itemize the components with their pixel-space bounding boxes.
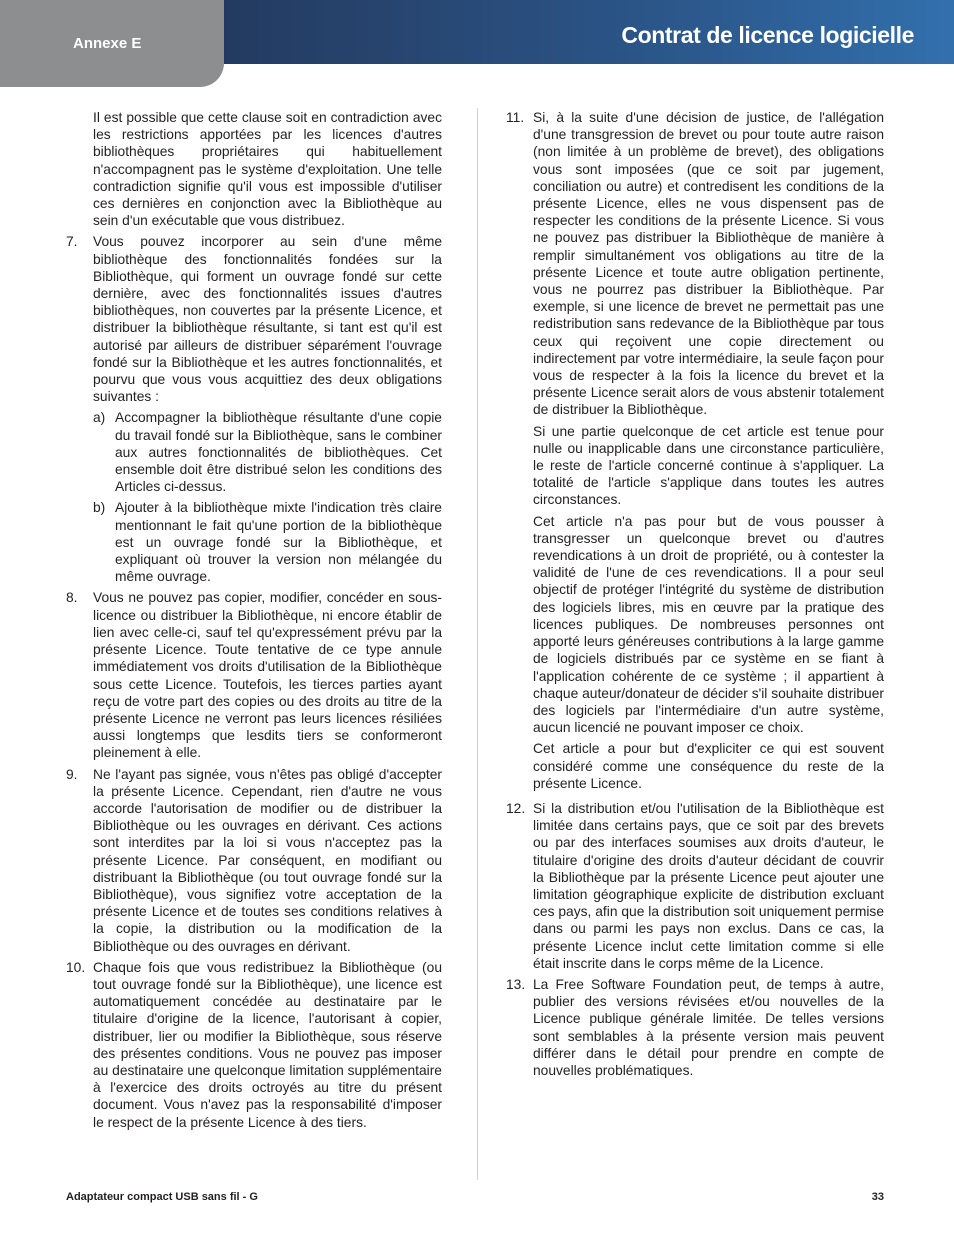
list-item-9 (66, 766, 442, 955)
item-text: Chaque fois que vous redistribuez la Bibliothèque (ou tout ouvrage fondé sur la Bibliothèque), une licence est automatiquement concédée au destinataire par le titulaire d'origine de la licence, l'autorisant à copier, distribuer, lier ou modifier la Bibliothèque, sous réserve des présentes conditions. Vous ne pouvez pas imposer au destinataire une quelconque limitation supplémentaire à l'exercice des droits octroyés au titre du présent document. Vous n'avez pas la responsabilité d'imposer le respect de la présente Licence à des tiers. (93, 959, 442, 1130)
list-item-10 (66, 959, 442, 1131)
item-body (533, 109, 884, 796)
sub-item-letter: b) (93, 500, 106, 516)
item-number: 9. (66, 766, 78, 782)
sub-item-text: Ajouter à la bibliothèque mixte l'indication très claire mentionnant le fait qu'une portion de la bibliothèque est un ouvrage fondé sur la Bibliothèque, et expliquant où trouver la version non mélangée du même ouvrage. (115, 500, 442, 585)
item-continuation: Si une partie quelconque de cet article est tenue pour nulle ou inapplicable dans une circonstance particulière, le reste de l'article concerné continue à s'appliquer. La totalité de l'article s'applique dans toutes les autres circonstances. (533, 423, 884, 508)
list-item-8 (66, 589, 442, 761)
footer-product-name: Adaptateur compact USB sans fil - G (66, 1191, 258, 1203)
item-number: 10. (66, 959, 86, 975)
list-item-13 (506, 976, 884, 1079)
appendix-label: Annexe E (73, 35, 142, 52)
list-item-11 (506, 109, 884, 796)
item-number: 8. (66, 590, 78, 606)
item-text: Si la distribution et/ou l'utilisation de la Bibliothèque est limitée dans certains pays, que ce soit par des brevets ou par des interfaces soumises aux droits d'auteur, le titulaire d'origine des droits d'auteur décidant de couvrir la Bibliothèque par la présente Licence peut ajouter une limitation géographique explicite de distribution excluant ces pays, afin que la distribution soit uniquement permise dans ou parmi les pays non exclus. Dans ce cas, la présente Licence inclut cette limitation comme si elle était inscrite dans le corps même de la Licence. (533, 800, 884, 971)
page-title: Contrat de licence logicielle (621, 22, 914, 48)
item-text: Vous pouvez incorporer au sein d'une même bibliothèque des fonctionnalités fondées sur la Bibliothèque, qui forment un ouvrage fondé sur cette dernière, avec des fonctionnalités issues d'autres bibliothèques, non couvertes par la présente Licence, et distribuer la bibliothèque résultante, si tant est qu'il est autorisé par ailleurs de distribuer séparément l'ouvrage fondé sur la Bibliothèque et les autres fonctionnalités, et pourvu que vous vous acquittiez des deux obligations suivantes : (93, 234, 442, 405)
left-column (66, 109, 442, 1135)
sub-item-letter: a) (93, 410, 106, 426)
list-item-12 (506, 800, 884, 972)
item-number: 13. (506, 976, 526, 992)
list-item-7 (66, 233, 442, 405)
item-text: Ne l'ayant pas signée, vous n'êtes pas obligé d'accepter la présente Licence. Cependant, rien d'autre ne vous accorde l'autorisation de modifier ou de distribuer la Bibliothèque ou les ouvrages en dérivant. Ces actions sont interdites par la loi si vous n'acceptez pas la présente Licence. Par conséquent, en modifiant ou distribuant la Bibliothèque (ou tout ouvrage fondé sur la Bibliothèque), vous signifiez votre acceptation de la présente Licence et de toutes ses conditions relatives à la copie, la distribution ou la modification de la Bibliothèque ou des ouvrages en dérivant. (93, 766, 442, 954)
right-column (506, 109, 884, 1083)
item-text: La Free Software Foundation peut, de temps à autre, publier des versions révisées et/ou nouvelles de la Licence publique générale limitée. De telles versions sont semblables à la présente version mais peuvent différer dans le détail pour prendre en compte de nouvelles problématiques. (533, 976, 884, 1078)
item-continuation: Cet article a pour but d'expliciter ce qui est souvent considéré comme une conséquence du reste de la présente Licence. (533, 741, 884, 791)
item-number: 12. (506, 800, 526, 816)
item-text: Vous ne pouvez pas copier, modifier, concéder en sous-licence ou distribuer la Bibliothèque, ni encore établir de lien avec celle-ci, sauf tel qu'expressément prévu par la présente Licence. Toute tentative de ce type annule immédiatement vos droits d'utilisation de la Bibliothèque sous cette Licence. Toutefois, les tierces parties ayant reçu de votre part des copies ou des droits au titre de la présente Licence ne verront pas leurs licences résiliées aussi longtemps que lesdits tiers se conformeront pleinement à elle. (93, 590, 442, 761)
footer-page-number: 33 (871, 1191, 884, 1203)
item-number: 7. (66, 234, 78, 250)
column-divider (477, 108, 478, 1180)
item-text: Si, à la suite d'une décision de justice, de l'allégation d'une transgression de brevet ou pour toute autre raison (non limitée à un problème de brevet), des obligations vous sont imposées (que ce soit par jugement, conciliation ou autre) et contredisent les conditions de la présente Licence, elles ne vous dispensent pas de respecter les conditions de la présente Licence. Si vous ne pouvez pas distribuer la Bibliothèque de manière à remplir simultanément vos obligations au titre de la présente Licence et toute autre obligation pertinente, vous ne pourrez pas distribuer la Bibliothèque. Par exemple, si une licence de brevet ne permettait pas une redistribution sans redevance de la Bibliothèque par tous ceux qui reçoivent une copie directement ou indirectement par votre intermédiaire, la seule façon pour vous de respecter à la fois la licence du brevet et la présente Licence serait alors de vous abstenir totalement de distribuer la Bibliothèque. (533, 110, 884, 418)
page-header (0, 0, 954, 87)
sub-item-a (66, 409, 442, 495)
appendix-tab (0, 0, 224, 87)
sub-item-b (66, 499, 442, 585)
sub-item-text: Accompagner la bibliothèque résultante d'une copie du travail fondé sur la Bibliothèque, sans le combiner aux autres fonctionnalités de bibliothèques. Cet ensemble doit être distribué selon les conditions des Articles ci-dessus. (115, 410, 442, 495)
item-continuation: Cet article n'a pas pour but de vous pousser à transgresser un quelconque brevet ou d'autres revendications à un droit de propriété, ou à contester la validité de l'une de ces revendications. Il a pour seul objectif de protéger l'intégrité du système de distribution des logiciels libres, mis en œuvre par la pratique des licences publiques. De nombreuses personnes ont apporté leurs généreuses contributions à la large gamme de logiciels distribués par ce système en se fiant à l'application cohérente de ce système ; il appartient à chaque auteur/donateur de décider s'il souhaite distribuer des logiciels par l'intermédiaire d'un autre système, aucun licencié ne pouvant imposer ce choix. (533, 513, 884, 736)
intro-paragraph: Il est possible que cette clause soit en contradiction avec les restrictions apportées par les licences d'autres bibliothèques propriétaires qui habituellement n'accompagnent pas le système d'exploitation. Une telle contradiction signifie qu'il vous est impossible d'utiliser ces dernières en conjonction avec la Bibliothèque au sein d'un exécutable que vous distribuez. (93, 110, 442, 229)
item-number: 11. (506, 110, 525, 125)
